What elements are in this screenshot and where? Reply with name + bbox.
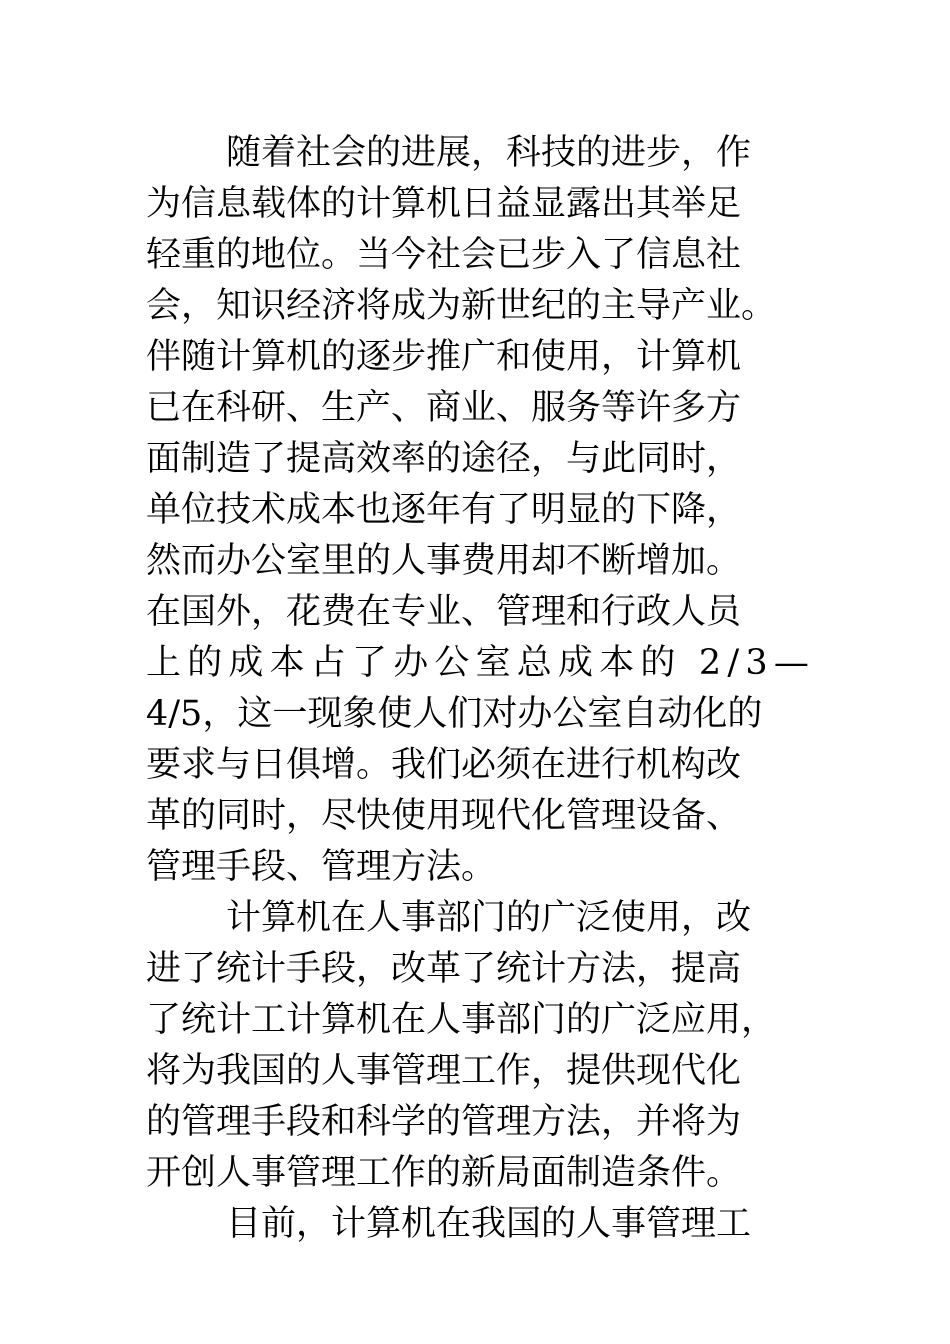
text-line: 已在科研、生产、商业、服务等许多方 (146, 388, 742, 428)
text-line: 革的同时，尽快使用现代化管理设备、 (146, 796, 742, 836)
text-line: 4/5，这一现象使人们对办公室自动化的 (146, 694, 763, 734)
text-line: 了统计工计算机在人事部门的广泛应用， (146, 1000, 777, 1040)
text-line: 然而办公室里的人事费用却不断增加。 (146, 541, 742, 581)
text-line: 将为我国的人事管理工作，提供现代化 (146, 1051, 742, 1091)
text-line: 管理手段、管理方法。 (146, 847, 497, 887)
text-line: 开创人事管理工作的新局面制造条件。 (146, 1153, 742, 1193)
text-line: 伴随计算机的逐步推广和使用，计算机 (146, 337, 742, 377)
text-line: 进了统计手段，改革了统计方法，提高 (146, 949, 742, 989)
text-line: 在国外，花费在专业、管理和行政人员 (146, 592, 742, 632)
text-line: 为信息载体的计算机日益显露出其举足 (146, 184, 742, 224)
text-line: 面制造了提高效率的途径，与此同时， (146, 439, 742, 479)
text-line: 随着社会的进展，科技的进步，作 (226, 133, 752, 173)
body-text (146, 128, 846, 1250)
text-line: 会，知识经济将成为新世纪的主导产业。 (146, 286, 777, 326)
text-line: 目前，计算机在我国的人事管理工 (226, 1204, 752, 1244)
text-line: 的管理手段和科学的管理方法，并将为 (146, 1102, 742, 1142)
text-line: 单位技术成本也逐年有了明显的下降， (146, 490, 742, 530)
text-line: 要求与日俱增。我们必须在进行机构改 (146, 745, 742, 785)
text-line: 上的成本占了办公室总成本的 2/3— (146, 643, 816, 683)
text-line: 轻重的地位。当今社会已步入了信息社 (146, 235, 742, 275)
text-line: 计算机在人事部门的广泛使用，改 (226, 898, 752, 938)
